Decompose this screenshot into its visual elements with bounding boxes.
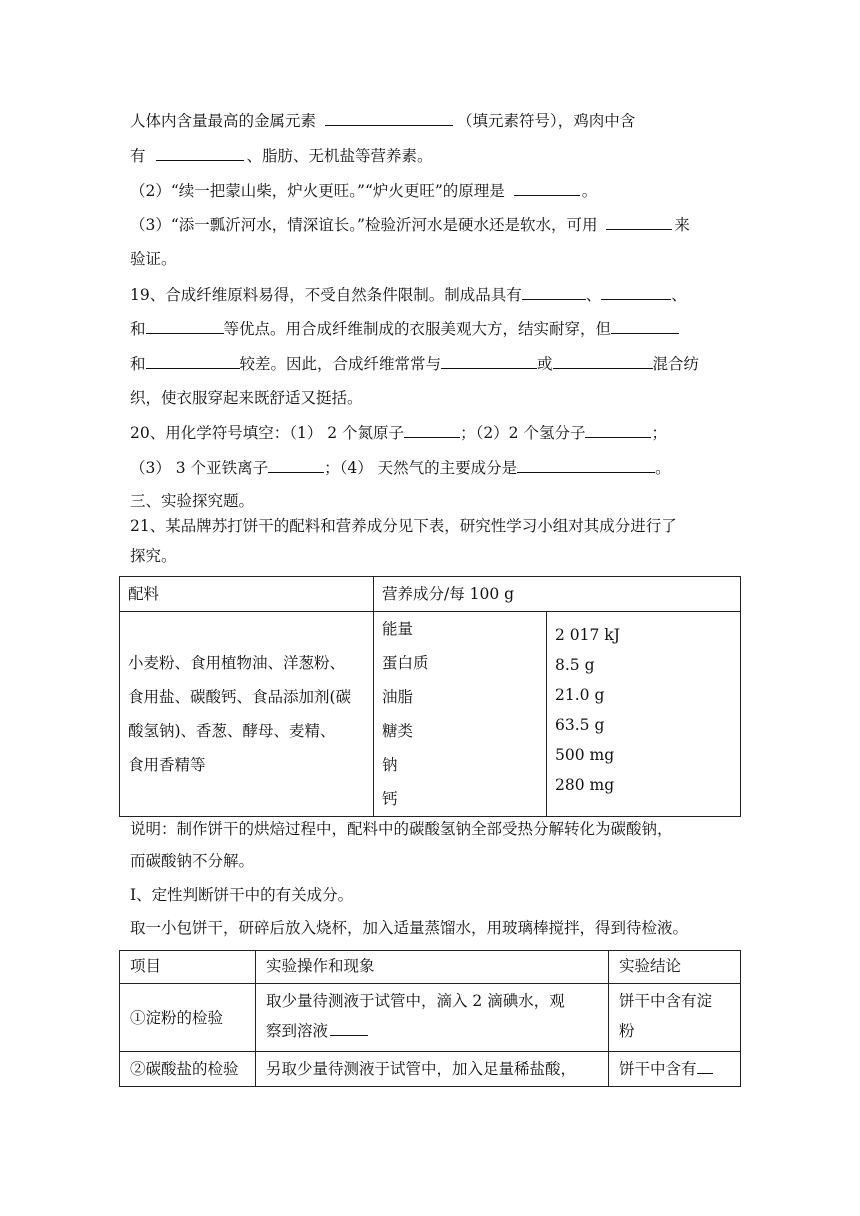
- table2-row2-conclusion: 饼干中含有: [609, 1052, 741, 1087]
- table2-row-starch: [120, 984, 741, 1052]
- q20-l1-text-c: ；: [651, 424, 667, 442]
- table2-header-row: [120, 951, 741, 984]
- nutrient-amount: 21.0 g: [555, 686, 605, 704]
- ingredients-line: 食用盐、碳酸钙、食品添加剂(碳: [128, 688, 352, 706]
- table2-header-conclusion: 实验结论: [609, 951, 741, 984]
- ingredients-nutrition-table: [119, 576, 741, 817]
- q20-blank-hydrogen-molecules[interactable]: [585, 421, 651, 438]
- q19-blank-3[interactable]: [146, 317, 224, 334]
- q18-part3-text: （3）“添一瓢沂河水，情深谊长。”检验沂河水是硬水还是软水，可用: [130, 216, 598, 234]
- experiment-table: [119, 950, 741, 1087]
- note-line2: 而碳酸钠不分解。: [130, 852, 255, 870]
- part1-title: I、定性判断饼干中的有关成分。: [130, 886, 354, 904]
- q20-blank-nitrogen-atoms[interactable]: [404, 421, 460, 438]
- q20-blank-ferrous-ions[interactable]: [268, 456, 324, 473]
- q20-line2: [130, 456, 671, 479]
- table1-header-nutrition: 营养成分/每 100 g: [374, 577, 741, 612]
- ingredients-list: [120, 646, 373, 782]
- table2-row-carbonate: [120, 1052, 741, 1087]
- q19-l3-text-c: 或: [537, 355, 553, 373]
- q19-l3-text-d: 混合纺: [652, 355, 700, 373]
- table1-body-row: [120, 612, 741, 817]
- nutrient-names: [374, 612, 546, 816]
- q18-part2-text: （2）“续一把蒙山柴，炉火更旺。”“炉火更旺”的原理是: [130, 182, 505, 200]
- q18-line1: [130, 109, 635, 132]
- q19-l3-text-a: 和: [130, 355, 146, 373]
- nutrient-amount: 2 017 kJ: [555, 626, 620, 644]
- table1-amounts-cell: [547, 612, 741, 817]
- ingredients-line: 酸氢钠)、香葱、酵母、麦精、: [128, 722, 336, 740]
- q19-l1-sep2: 、: [671, 286, 687, 304]
- q19-blank-1[interactable]: [522, 283, 586, 300]
- table1-header-ingredients: 配料: [120, 577, 374, 612]
- q19-blank-6[interactable]: [441, 352, 537, 369]
- note-line1: 说明：制作饼干的烘焙过程中，配料中的碳酸氢钠全部受热分解转化为碳酸钠，: [130, 820, 673, 838]
- table2-row1-conclusion: [609, 984, 741, 1052]
- nutrient-amounts: [547, 612, 740, 800]
- row2-blank-conclusion[interactable]: [697, 1057, 713, 1074]
- q19-line1: [130, 283, 687, 306]
- table2-row1-operation: [256, 984, 609, 1052]
- q19-line4: 织，使衣服穿起来既舒适又挺括。: [130, 389, 363, 407]
- q18-blank-metal[interactable]: [325, 109, 453, 126]
- q18-line1-text-b: （填元素符号），鸡肉中含: [456, 112, 636, 130]
- nutrient-amount: 280 mg: [555, 776, 615, 794]
- q19-l2-text-a: 和: [130, 320, 146, 338]
- part1-description: 取一小包饼干，研碎后放入烧杯，加入适量蒸馏水，用玻璃棒搅拌，得到待检液。: [130, 919, 689, 937]
- q19-l1-sep1: 、: [585, 286, 602, 304]
- q18-line2-text-a: 有: [130, 147, 146, 165]
- table1-ingredients-cell: [120, 612, 374, 817]
- row1-conc-line1: 饼干中含有淀: [619, 992, 713, 1010]
- q20-l2-text-a: （3） 3 个亚铁离子: [130, 459, 269, 477]
- q20-l1-text-a: 20、用化学符号填空：（1） 2 个氮原子: [130, 424, 405, 442]
- table1-header-row: [120, 577, 741, 612]
- q18-part3-end: 来: [674, 216, 690, 234]
- q19-blank-7[interactable]: [553, 352, 653, 369]
- nutrient-amount: 63.5 g: [555, 716, 605, 734]
- q19-blank-2[interactable]: [601, 283, 671, 300]
- row1-conc-line2: 粉: [619, 1022, 635, 1040]
- nutrient-amount: 8.5 g: [555, 656, 595, 674]
- ingredients-line: 小麦粉、食用植物油、洋葱粉、: [128, 654, 346, 672]
- nutrient-name: 油脂: [382, 688, 414, 706]
- nutrient-name: 糖类: [382, 722, 414, 740]
- q18-part3-cont: 验证。: [130, 250, 177, 268]
- q21-line1: 21、某品牌苏打饼干的配料和营养成分见下表，研究性学习小组对其成分进行了: [130, 517, 677, 535]
- q19-line2: [130, 317, 679, 340]
- q18-line2: [130, 144, 432, 167]
- q19-line3: [130, 352, 699, 375]
- q18-blank-hardwater[interactable]: [606, 213, 672, 230]
- q19-l1-text: 19、合成纤维原料易得，不受自然条件限制。制成品具有: [130, 286, 522, 304]
- q20-line1: [130, 421, 667, 444]
- q20-blank-natural-gas[interactable]: [517, 456, 655, 473]
- q19-l2-text-b: 等优点。用合成纤维制成的衣服美观大方，结实耐穿，但: [223, 320, 612, 338]
- section3-heading: 三、实验探究题。: [130, 492, 255, 510]
- ingredients-line: 食用香精等: [128, 756, 206, 774]
- table2-header-operation: 实验操作和现象: [256, 951, 609, 984]
- nutrient-name: 钠: [382, 756, 398, 774]
- q18-blank-nutrient[interactable]: [156, 144, 244, 161]
- q18-part3: [130, 213, 690, 236]
- q20-l1-text-b: ；（2）2 个氢分子: [460, 424, 586, 442]
- q18-line2-text-b: 、脂肪、无机盐等营养素。: [246, 147, 433, 165]
- q18-blank-principle[interactable]: [514, 179, 580, 196]
- row1-blank-color[interactable]: [330, 1019, 368, 1036]
- q18-part2-end: 。: [581, 182, 598, 200]
- q21-line2: 探究。: [130, 547, 177, 565]
- table1-nutrient-names-cell: [374, 612, 547, 817]
- q20-l2-text-b: ；（4） 天然气的主要成分是: [324, 459, 518, 477]
- table2-row2-operation: 另取少量待测液于试管中，加入足量稀盐酸，: [256, 1052, 609, 1087]
- table2-row2-item: ②碳酸盐的检验: [120, 1052, 256, 1087]
- nutrient-name: 能量: [382, 620, 414, 638]
- nutrient-name: 钙: [382, 790, 398, 808]
- nutrient-name: 蛋白质: [382, 654, 429, 672]
- q19-blank-4[interactable]: [611, 317, 679, 334]
- q19-blank-5[interactable]: [146, 352, 240, 369]
- table2-row1-item: ①淀粉的检验: [120, 984, 256, 1052]
- row1-op-line1: 取少量待测液于试管中，滴入 2 滴碘水，观: [266, 992, 565, 1010]
- row1-op-line2: 察到溶液: [266, 1016, 598, 1046]
- nutrient-amount: 500 mg: [555, 746, 615, 764]
- q18-line1-text-a: 人体内含量最高的金属元素: [130, 112, 317, 130]
- q18-part2: [130, 179, 597, 202]
- q20-l2-text-c: 。: [655, 459, 671, 477]
- table2-header-item: 项目: [120, 951, 256, 984]
- q19-l3-text-b: 较差。因此，合成纤维常常与: [239, 355, 442, 373]
